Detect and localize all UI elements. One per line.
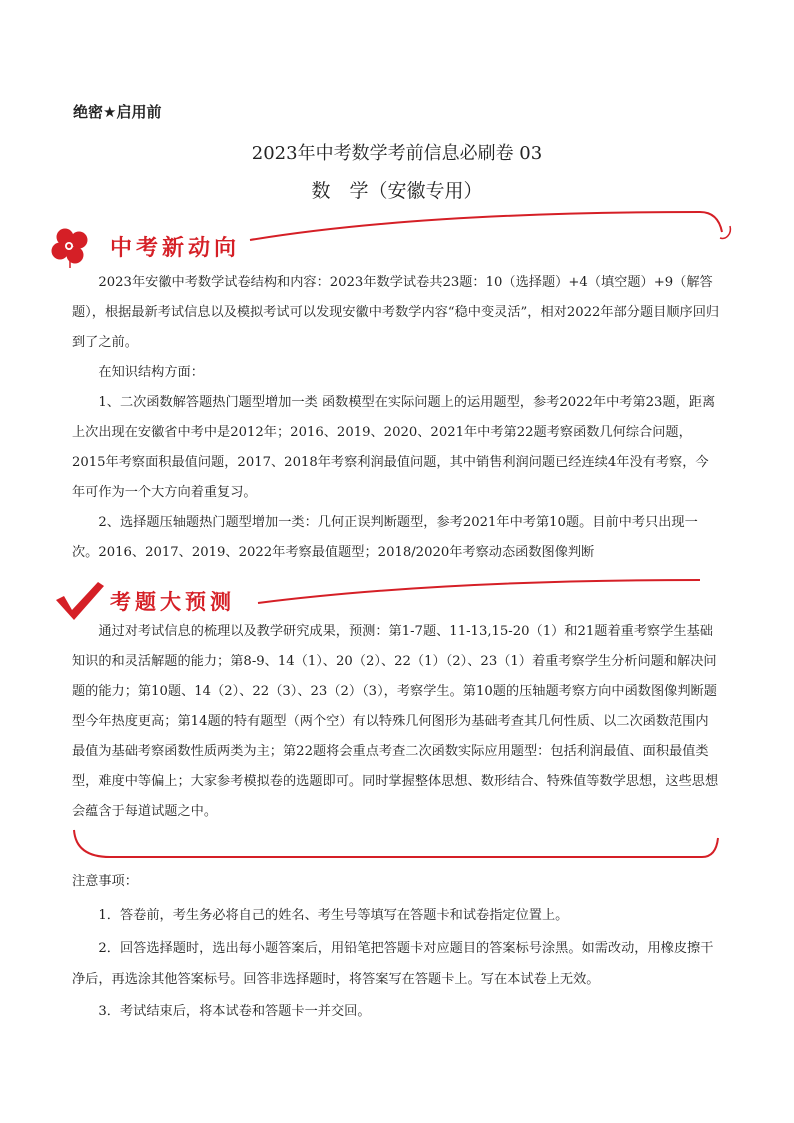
section-trend-heading	[46, 226, 240, 266]
paragraph: 在知识结构方面：	[98, 365, 204, 380]
four-petal-flower-icon	[46, 226, 104, 266]
paragraph: 2、选择题压轴题热门题型增加一类：几何正误判断题型，参考2021年中考第10题。目前中考只出现一次。2016、2017、2019、2022年考察最值题型；2018/2020年考察动态函数图像判断	[72, 515, 698, 560]
paragraph: 2023年安徽中考数学试卷结构和内容：2023年数学试卷共23题：10（选择题）+4（填空题）+9（解答题），根据最新考试信息以及模拟考试可以发现安徽中考数学内容“稳中变灵活”，相对2022年部分题目顺序回归到了之前。	[72, 275, 720, 350]
page-subtitle: 数 学（安徽专用）	[311, 180, 483, 202]
paragraph: 1、二次函数解答题热门题型增加一类 函数模型在实际问题上的运用题型，参考2022年中考第23题，距离上次出现在安徽省中考中是2012年；2016、2019、2020、2021年中考第22题考察函数几何综合问题，2015年考察面积最值问题，2017、2018年考察利润最值问题，其中销售利润问题已经连续4年没有考察，今年可作为一个大方向着重复习。	[72, 395, 716, 500]
paragraph: 通过对考试信息的梳理以及教学研究成果，预测：第1-7题、11-13,15-20（1）和21题着重考察学生基础知识的和灵活解题的能力；第8-9、14（1）、20（2）、22（1）（2）、23（1）着重考察学生分析问题和解决问题的能力；第10题、14（2）、22（3）、23（2）（3），考察学生。第10题的压轴题考察方向中函数图像判断题型今年热度更高；第14题的特有题型（两个空）有以特殊几何图形为基础考查其几何性质、以二次函数范围内最值为基础考察函数性质两类为主；第22题将会重点考查二次函数实际应用题型：包括利润最值、面积最值类型，难度中等偏上；大家参考模拟卷的选题即可。同时掌握整体思想、数形结合、特殊值等数学思想，这些思想会蕴含于每道试题之中。	[72, 624, 719, 819]
section-trend-title: 中考新动向	[110, 235, 241, 261]
section-predict-title: 考题大预测	[110, 590, 235, 614]
notes-section	[72, 865, 722, 1029]
page-title: 2023年中考数学考前信息必刷卷 03	[251, 143, 543, 164]
notes-item: 1．答卷前，考生务必将自己的姓名、考生号等填写在答题卡和试卷指定位置上。	[98, 908, 569, 923]
notes-item: 2．回答选择题时，选出每小题答案后，用铅笔把答题卡对应题目的答案标号涂黑。如需改动，用橡皮擦干净后，再选涂其他答案标号。回答非选择题时，将答案写在答题卡上。写在本试卷上无效。	[72, 941, 714, 987]
notes-item: 3．考试结束后，将本试卷和答题卡一并交回。	[98, 1004, 371, 1019]
secret-label: 绝密★启用前	[73, 103, 162, 121]
notes-heading: 注意事项：	[72, 874, 138, 889]
section-predict-body	[72, 617, 720, 827]
section-trend-body	[72, 268, 720, 568]
